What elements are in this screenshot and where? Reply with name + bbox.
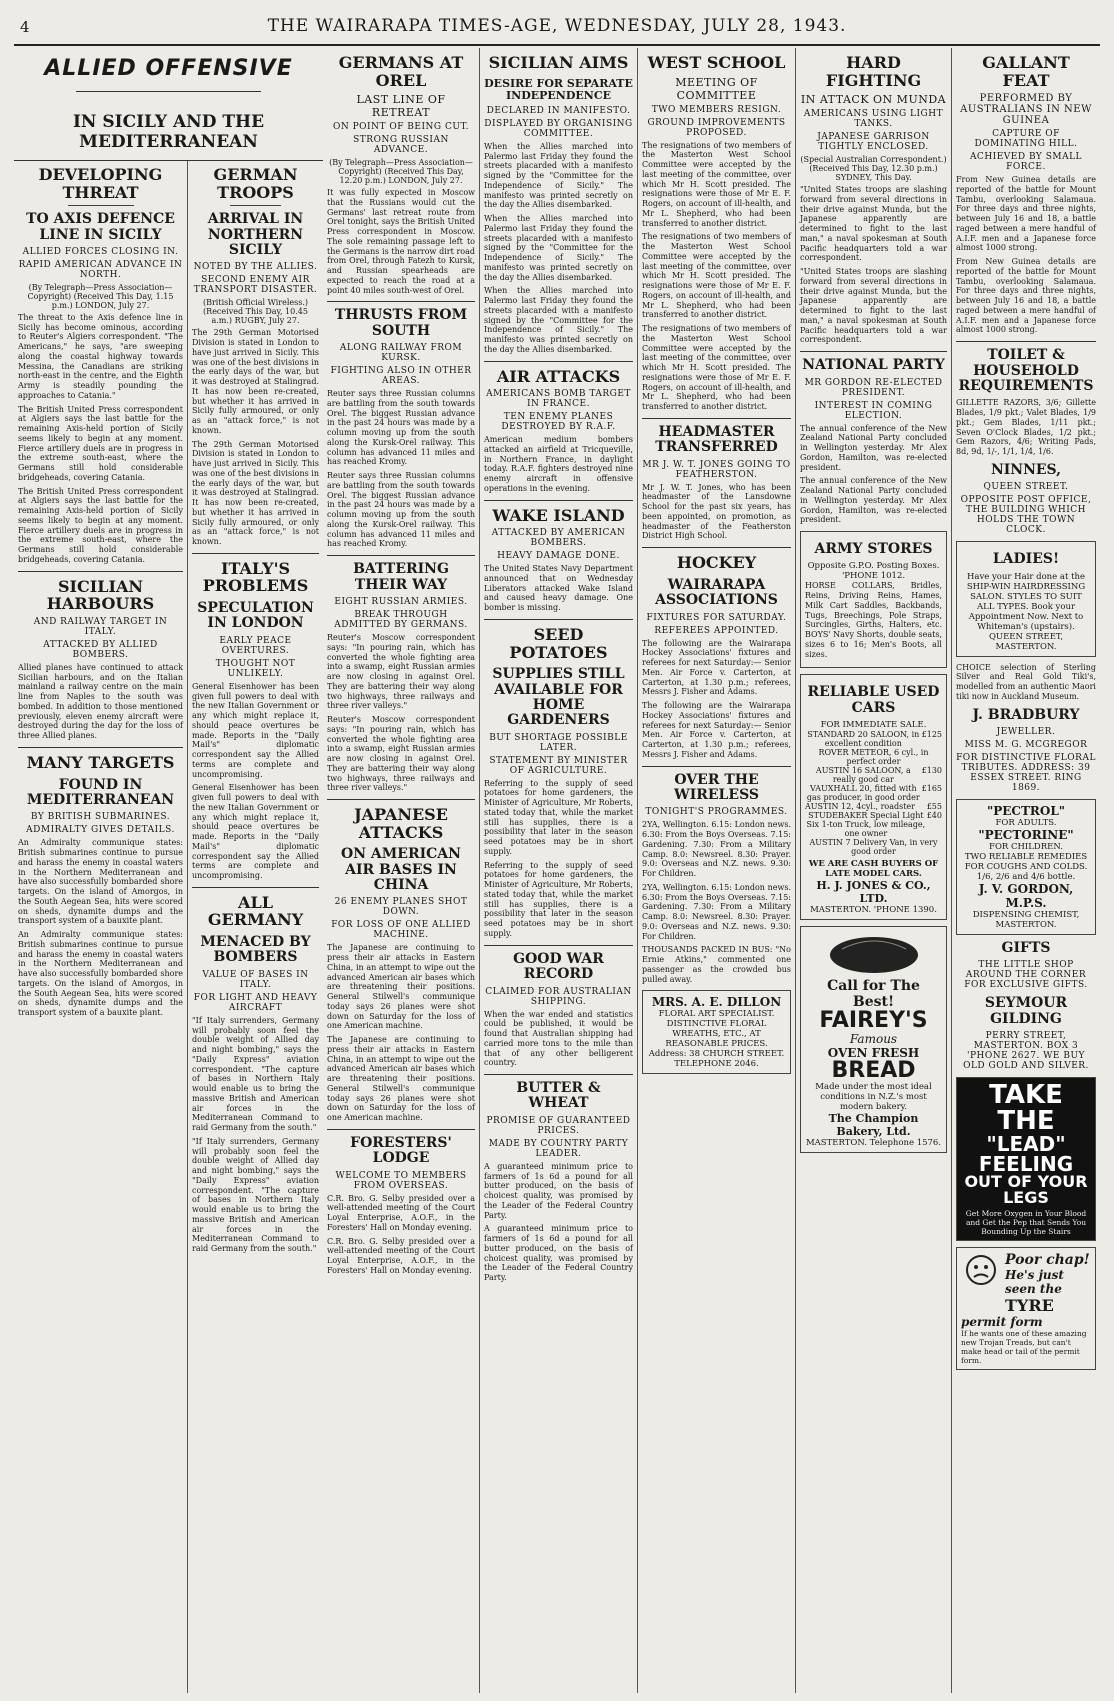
article-body: The resignations of two members of the Masterton West School Committee were accepted by the last meeting of the committee, over which Mr H. Scott presided. The resignations were those of Mr E. F. Rogers, on account of ill-health, and Mr L. Shepherd, who had been transferred to another district. <box>642 232 791 320</box>
article-body: The annual conference of the New Zealand National Party concluded in Wellington yesterday. Mr Alex Gordon, Hamilton, was re-elected president. <box>800 423 947 472</box>
article-body: A guaranteed minimum price to farmers of 1s 6d a pound for all butter produced, on the basis of choicest quality, was promised by the Leader of the Federal Country Party. <box>484 1224 633 1283</box>
article-body: Reuter's Moscow correspondent says: "In pouring rain, which has converted the whole fighting area into a swamp, eight Russian armies are now closing in against Orel. They are battering their way along two highways, three railways and three river valleys." <box>327 633 475 711</box>
article-body: The United States Navy Department announced that on Wednesday Liberators attacked Wake Island and caused heavy damage. One bomber is missing. <box>484 564 633 613</box>
article-body: The Japanese are continuing to press their air attacks in Eastern China, in an attempt to wipe out the advanced American air bases which are threatening their positions. General Stilwell's communique today says 26 planes were shot down on Saturday for the loss of one American machine. <box>327 943 475 1031</box>
article-body: When the Allies marched into Palermo last Friday they found the streets placarded with a manifesto signed by the "Committee for the Independence of Sicily." The manifesto was printed secretly on the day the Allies disembarked. <box>484 141 633 210</box>
advert-company: H. J. JONES & CO., LTD. <box>816 879 931 906</box>
masthead <box>14 10 1100 46</box>
column-4 <box>479 48 637 1693</box>
article-body: From New Guinea details are reported of the battle for Mount Tambu, overlooking Salamaua. For three days and three nights, between July 16 and 18, a battle raged between a mere handful of A.I.F. men and a Japanese force almost 1000 strong. <box>956 257 1096 335</box>
dillon-advert <box>642 990 791 1074</box>
article-body: Referring to the supply of seed potatoes for home gardeners, the Minister of Agriculture, Mr Roberts, stated today that, while the market still has supplies, there is a possibility that later in the season seed potatoes may be in short supply. <box>484 860 633 938</box>
article-sub: SUPPLIES STILL AVAILABLE FOR HOME GARDENERS <box>492 666 625 729</box>
article-sub: BREAK THROUGH ADMITTED BY GERMANS. <box>334 610 468 630</box>
article-body: The Japanese are continuing to press their air attacks in Eastern China, in an attempt to wipe out the advanced American air bases which are threatening their positions. General Stilwell's communique today says 26 planes were shot down on Saturday for the loss of one American machine. <box>327 1035 475 1123</box>
article-sub: FOR LIGHT AND HEAVY AIRCRAFT <box>193 992 318 1013</box>
dateline: (British Official Wireless.) (Received This Day, 10.45 a.m.) RUGBY, July 27. <box>202 298 309 326</box>
article-sub: STRONG RUSSIAN ADVANCE. <box>353 135 449 156</box>
article-body: Allied planes have continued to attack Sicilian harbours, and on the Italian mainland a railway centre on the main line from Naples to the south was bombed. In addition to those mentioned previously, eleven enemy aircraft were destroyed during the day for the loss of three Allied planes. <box>18 662 183 741</box>
article-sub: DECLARED IN MANIFESTO. <box>486 105 631 116</box>
article-sub: WELCOME TO MEMBERS FROM OVERSEAS. <box>335 1170 467 1191</box>
article-body: American medium bombers attacked an airfield at Tricqueville, in Northern France, in daylight today. R.A.F. fighters destroyed nine enemy aircraft in offensive operations in the evening. <box>484 435 633 493</box>
article-body: Mr J. W. T. Jones, who has been headmaster of the Lansdowne School for the past six years, has been appointed, on promotion, as headmaster of the Featherston District High School. <box>642 482 791 541</box>
dateline: (Special Australian Correspondent.) (Received This Day, 12.30 p.m.) SYDNEY, This Day. <box>800 155 947 183</box>
advert-sub: Opposite G.P.O. Posting Boxes. 'PHONE 1012. <box>807 561 940 582</box>
article-head: GOOD WAR RECORD <box>513 950 604 983</box>
article-body: An Admiralty communique states: British submarines continue to pursue and harass the enemy in coastal waters in the Northern Mediterranean and have also successfully bombarded shore targets. On the island of Amorgos, in the South Aegean Sea, hits were scored on sheds, dynamite dumps and the transport system of a bauxite plant. <box>18 838 183 926</box>
loaf-icon <box>824 931 924 975</box>
article-head: DEVELOPING THREAT <box>38 165 163 202</box>
advert-sub: FOR CHILDREN. <box>989 842 1063 853</box>
article-body: The resignations of two members of the Masterton West School Committee were accepted by the last meeting of the committee, over which Mr H. Scott presided. The resignations were those of Mr E. F. Rogers, on account of ill-health, and Mr L. Shepherd, who had been transferred to another district. <box>642 140 791 228</box>
advert-address: MASTERTON. Telephone 1576. <box>805 1138 942 1149</box>
advert-line: DISTINCTIVE FLORAL WREATHS, ETC., AT REASONABLE PRICES. <box>665 1019 768 1050</box>
car-listing: ROVER METEOR, 6 cyl., in perfect order <box>818 748 929 767</box>
article-sub: PROMISE OF GUARANTEED PRICES. <box>486 1115 631 1136</box>
article-body: When the war ended and statistics could be published, it would be found that Australian shipping had carried more tons to the mile than that of any other belligerent country. <box>484 1009 633 1068</box>
advert-body: Have your Hair done at the SHIP-WIN HAIRDRESSING SALON. STYLES TO SUIT ALL TYPES. Book your Appointment Now. Next to Whiteman's (upstairs). QUEEN STREET, MASTERTON. <box>966 571 1086 652</box>
article-sub: ARRIVAL IN NORTHERN SICILY <box>207 211 304 258</box>
article-body: When the Allies marched into Palermo last Friday they found the streets placarded with a manifesto signed by the "Committee for the Independence of Sicily." The manifesto was printed secretly on the day the Allies disembarked. <box>484 286 633 354</box>
article-sub: TWO MEMBERS RESIGN. <box>651 104 782 115</box>
column-2 <box>187 48 323 1693</box>
article-body: The British United Press correspondent at Algiers says the last battle for the remaining Axis-held portion of Sicily seems likely to begin at any moment. Fierce artillery duels are in progress in the extreme south-east, where the Germans still hold considerable bridgeheads, covering Catania. <box>18 486 183 564</box>
advert-line: He's just seen the <box>1005 1268 1064 1297</box>
page-number: 4 <box>20 18 30 36</box>
advert-name: MRS. A. E. DILLON <box>651 995 782 1010</box>
article-head: ITALY'S PROBLEMS <box>202 558 309 596</box>
article-head: THRUSTS FROM SOUTH <box>334 307 468 339</box>
article-sub: DESIRE FOR SEPARATE INDEPENDENCE <box>484 76 633 102</box>
worried-man-icon <box>961 1252 1001 1298</box>
article-head: OVER THE WIRELESS <box>673 771 759 803</box>
column-6 <box>795 48 951 1693</box>
article-sub: WAIRARAPA ASSOCIATIONS <box>655 576 778 609</box>
advert-sub: JEWELLER. <box>996 727 1056 738</box>
column-3 <box>323 48 479 1693</box>
article-sub: TONIGHT'S PROGRAMMES. <box>645 807 788 818</box>
advert-address: MASTERTON. 'PHONE 1390. <box>810 905 937 916</box>
article-head: SICILIAN HARBOURS <box>46 576 155 614</box>
army-stores-advert <box>800 531 947 668</box>
article-sub: PERFORMED BY AUSTRALIANS IN NEW GUINEA <box>960 93 1092 127</box>
banner-headline: ALLIED OFFENSIVE <box>44 56 293 81</box>
advert-line: Poor chap! <box>1005 1252 1090 1269</box>
advert-sub: FOR ADULTS. <box>995 818 1057 829</box>
advert-line: TYRE <box>1005 1296 1054 1316</box>
article-sub: AND RAILWAY TARGET IN ITALY. <box>33 616 168 637</box>
article-body: Reuter's Moscow correspondent says: "In pouring rain, which has converted the whole fighting area into a swamp, eight Russian armies are now closing in against Orel. They are battering their way along two highways, three railways and three river valleys." <box>327 715 475 793</box>
article-head: HARD FIGHTING <box>825 53 922 90</box>
article-sub: ACHIEVED BY SMALL FORCE. <box>969 152 1083 173</box>
article-body: "United States troops are slashing forward from several directions in their drive against Munda, but the Japanese apparently are determined to fight to the last man," a naval spokesman at South Pacific headquarters told a war correspondent. <box>800 185 947 263</box>
article-head: BATTERING THEIR WAY <box>353 561 449 593</box>
article-head: GERMANS AT OREL <box>338 53 464 90</box>
article-sub: ADMIRALTY GIVES DETAILS. <box>26 825 175 836</box>
article-body: The threat to the Axis defence line in Sicily has become ominous, according to Reuter's Algiers correspondent. "The Americans," he says, "are sweeping along the coastal highway towards Messina, the Canadians are striking north-east in the centre, and the Eighth Army is steadily pounding the approaches to Catania." <box>18 312 183 400</box>
article-sub: FIXTURES FOR SATURDAY. <box>646 612 787 623</box>
article-sub: FOR LOSS OF ONE ALLIED MACHINE. <box>331 920 471 941</box>
car-listing: AUSTIN 12, 4cyl., roadster £55 <box>805 802 942 812</box>
advert-line: permit form <box>961 1315 1043 1330</box>
article-sub: RAPID AMERICAN ADVANCE IN NORTH. <box>18 259 183 280</box>
advert-sub: FOR DISTINCTIVE FLORAL TRIBUTES. ADDRESS: 39 ESSEX STREET. RING 1869. <box>956 753 1096 794</box>
article-head: BUTTER & WHEAT <box>516 1080 601 1112</box>
column-5 <box>637 48 795 1693</box>
article-sub: FIGHTING ALSO IN OTHER AREAS. <box>330 366 472 387</box>
article-body: An Admiralty communique states: British submarines continue to pursue and harass the enemy in coastal waters in the Northern Mediterranean and have also successfully bombarded shore targets. On the island of Amorgos, in the South Aegean Sea, hits were scored on sheds, dynamite dumps and the transport system of a bauxite plant. <box>18 930 183 1018</box>
column-7 <box>951 48 1100 1693</box>
car-listing: VAUXHALL 20, fitted with gas producer, in good order £165 <box>806 784 942 803</box>
advert-name: J. BRADBURY <box>972 706 1080 723</box>
article-sub: VALUE OF BASES IN ITALY. <box>202 969 309 990</box>
advert-head: LADIES! <box>992 551 1060 568</box>
article-sub: NOTED BY THE ALLIES. <box>193 262 318 273</box>
article-body: 2YA, Wellington. 6.15: London news. 6.30: From the Boys Overseas. 7.15: Gardening. 7.30: From a Military Camp. 8.0: Newsreel. 8.30: Prayer. 9.0: Overseas and N.Z. news. 9.30: For Children. <box>642 820 791 879</box>
advert-line: Call for The Best! <box>827 978 920 1011</box>
article-body: The annual conference of the New Zealand National Party concluded in Wellington yesterday. Mr Alex Gordon, Hamilton, was re-elected president. <box>800 476 947 525</box>
advert-head: GIFTS <box>1001 940 1051 957</box>
advert-line: OUT OF YOUR LEGS <box>964 1172 1088 1208</box>
article-body: A guaranteed minimum price to farmers of 1s 6d a pound for all butter produced, on the basis of choicest quality, was promised by the Leader of the Federal Country Party. <box>484 1161 633 1220</box>
advert-body: HORSE COLLARS, Bridles, Reins, Driving Reins, Hames, Milk Cart Saddles, Backbands, Tugs, Breechings, Pole Straps, Surcingles, Girths, Halters, etc. BOYS' Navy Shorts, double seats, sizes 6 to 16; Men's Boots, all sizes. <box>805 581 942 659</box>
advert-name: SEYMOUR GILDING <box>984 995 1068 1027</box>
article-sub: HEAVY DAMAGE DONE. <box>497 551 620 562</box>
article-sub: EARLY PEACE OVERTURES. <box>219 635 292 656</box>
advert-product: BREAD <box>831 1058 916 1084</box>
article-body: General Eisenhower has been given full powers to deal with the new Italian Government or any which might replace it, should peace overtures be made. Reports in the "Daily Mail's" diplomatic correspondent say the Allied terms are complete and uncompromising. <box>192 681 319 779</box>
article-body: "If Italy surrenders, Germany will probably soon feel the double weight of Allied day and night bombing," says the "Daily Express" aviation correspondent. "The capture of bases in Northern Italy would enable us to bring the massive British and American air forces in the Mediterranean Command to raid Germany from the south." <box>192 1015 319 1133</box>
article-sub: MENACED BY BOMBERS <box>200 934 311 966</box>
advert-head: TOILET & HOUSEHOLD REQUIREMENTS <box>958 347 1094 394</box>
article-body: From New Guinea details are reported of the battle for Mount Tambu, overlooking Salamaua. For three days and three nights, between July 16 and 18, a battle raged between a mere handful of A.I.F. men and a Japanese force almost 1000 strong. <box>956 175 1096 253</box>
article-sub: STATEMENT BY MINISTER OF AGRICULTURE. <box>489 755 628 776</box>
advert-address: QUEEN STREET. <box>983 482 1069 493</box>
article-sub: JAPANESE GARRISON TIGHTLY ENCLOSED. <box>817 132 930 153</box>
take-the-lead-advert <box>956 1077 1096 1241</box>
article-sub: THOUGHT NOT UNLIKELY. <box>215 658 296 679</box>
advert-line: FLORAL ART SPECIALIST. <box>658 1009 775 1020</box>
dateline: (By Telegraph—Press Association—Copyright) (Received This Day, 1.15 p.m.) LONDON, July 27. <box>27 282 174 310</box>
advert-name: MISS M. G. MCGREGOR <box>964 740 1088 751</box>
article-sub: 26 ENEMY PLANES SHOT DOWN. <box>334 897 468 918</box>
advert-sub: FOR IMMEDIATE SALE. <box>820 720 927 731</box>
article-sub: MR J. W. T. JONES GOING TO FEATHERSTON. <box>642 459 791 480</box>
ladies-advert <box>956 541 1096 656</box>
article-sub: ON AMERICAN AIR BASES IN CHINA <box>341 846 461 893</box>
article-sub: MEETING OF COMMITTEE <box>675 75 758 102</box>
article-sub: GROUND IMPROVEMENTS PROPOSED. <box>647 117 786 138</box>
article-sub: SPECULATION IN LONDON <box>197 600 314 632</box>
article-head: NATIONAL PARTY <box>802 357 945 374</box>
article-body: It was fully expected in Moscow that the Russians would cut the Germans' last retreat route from Orel tonight, says the British United Press correspondent in Moscow. The sole remaining passage left to the Germans is the narrow dirt road from Orel, through Fatezh to Kursk, and Russian spearheads are expected to reach the road at a point 40 miles south-west of Orel. <box>327 188 475 295</box>
article-sub: BY BRITISH SUBMARINES. <box>30 812 171 823</box>
article-sub: TEN ENEMY PLANES DESTROYED BY R.A.F. <box>501 412 616 433</box>
advert-head: RELIABLE USED CARS <box>807 684 940 716</box>
article-sub: CAPTURE OF DOMINATING HILL. <box>974 129 1078 150</box>
advert-cash: WE ARE CASH BUYERS OF LATE MODEL CARS. <box>808 859 939 880</box>
article-sub: SECOND ENEMY AIR TRANSPORT DISASTER. <box>193 275 318 296</box>
tyre-advert <box>956 1247 1096 1370</box>
article-body: Referring to the supply of seed potatoes for home gardeners, the Minister of Agriculture, Mr Roberts, stated today that, while the market still has supplies, there is a possibility that later in the season seed potatoes may be in short supply. <box>484 778 633 856</box>
advert-brand: FAIREY'S <box>819 1008 928 1034</box>
article-head: SICILIAN AIMS <box>488 53 629 72</box>
advert-line: "LEAD" FEELING <box>978 1132 1074 1177</box>
article-body: The following are the Wairarapa Hockey Associations' fixtures and referees for next Saturday:— Senior Men. Air Force v. Carterton, at Carterton, at 1.30 p.m.; referees, Messrs J. Fisher and Adams. <box>642 701 791 759</box>
article-sub: ATTACKED BY ALLIED BOMBERS. <box>43 639 158 660</box>
article-body: Reuter says three Russian columns are battling from the south towards Orel. The biggest Russian advance in the past 24 hours was made by a column moving up from the south along the Kursk-Orel railway. This column has advanced 11 miles and has reached Kromy. <box>327 471 475 549</box>
article-body: When the Allies marched into Palermo last Friday they found the streets placarded with a manifesto signed by the "Committee for the Independence of Sicily." The manifesto was printed secretly on the day the Allies disembarked. <box>484 214 633 282</box>
article-sub: TO AXIS DEFENCE LINE IN SICILY <box>26 211 175 243</box>
advert-line: Address: 38 CHURCH STREET. <box>648 1049 785 1060</box>
used-cars-advert <box>800 674 947 920</box>
car-listing: AUSTIN 16 SALOON, a really good car £130 <box>815 766 942 785</box>
dateline: (By Telegraph—Press Association—Copyright) (Received This Day, 12.20 p.m.) LONDON, July 27. <box>329 158 473 186</box>
article-body: The 29th German Motorised Division is stated in London to have just arrived in Sicily. This was one of the best divisions in the early days of the war, but it was destroyed at Stalingrad. It has now been re-created, but whether it has arrived in Sicily fully armoured, or only as an "attack force," is not known. <box>192 328 319 435</box>
advert-line: Made under the most ideal conditions in N.Z.'s most modern bakery. <box>815 1082 932 1113</box>
article-head: ALL GERMANY <box>207 892 304 930</box>
advert-sub: THE LITTLE SHOP AROUND THE CORNER FOR EXCLUSIVE GIFTS. <box>964 960 1088 991</box>
article-body: General Eisenhower has been given full powers to deal with the new Italian Government or any which might replace it, should peace overtures be made. Reports in the "Daily Mail's" diplomatic correspondent say the Allied terms are complete and uncompromising. <box>192 783 319 881</box>
article-head: JAPANESE ATTACKS <box>354 805 448 842</box>
article-head: MANY TARGETS <box>26 752 175 772</box>
remedies-advert <box>956 799 1096 935</box>
bread-advert <box>800 926 947 1153</box>
advert-line: OVEN FRESH <box>827 1046 920 1061</box>
advert-line: TAKE THE <box>989 1080 1063 1137</box>
article-head: AIR ATTACKS <box>496 366 621 386</box>
article-body: "United States troops are slashing forward from several directions in their drive against Munda, but the Japanese apparently are determined to fight to the last man," a naval spokesman at South Pacific headquarters told a war correspondent. <box>800 267 947 345</box>
article-body: THOUSANDS PACKED IN BUS: "No Ernie Atkins," commented one passenger as the crowded bus pulled away. <box>642 945 791 984</box>
article-body: The resignations of two members of the Masterton West School Committee were accepted by the last meeting of the committee, over which Mr H. Scott presided. The resignations were those of Mr E. F. Rogers, on account of ill-health, and Mr L. Shepherd, who had been transferred to another district. <box>642 324 791 412</box>
article-head: WAKE ISLAND <box>492 505 625 525</box>
advert-body: If he wants one of these amazing new Trojan Treads, but can't make head or tail of the permit form. <box>961 1329 1087 1366</box>
advert-body: CHOICE selection of Sterling Silver and Real Gold Tiki's, modelled from an authentic Maori tiki now in Auckland Museum. <box>956 662 1096 701</box>
article-sub: DISPLAYED BY ORGANISING COMMITTEE. <box>484 118 633 139</box>
newspaper-title: THE WAIRARAPA TIMES-AGE, WEDNESDAY, JULY 28, 1943. <box>267 16 847 36</box>
article-body: "If Italy surrenders, Germany will probably soon feel the double weight of Allied day and night bombing," says the "Daily Express" aviation correspondent. "The capture of bases in Northern Italy would enable us to bring the massive British and American air forces in the Mediterranean Command to raid Germany from the south." <box>192 1136 319 1254</box>
advert-line: TELEPHONE 2046. <box>674 1059 759 1070</box>
article-sub: ATTACKED BY AMERICAN BOMBERS. <box>491 528 626 549</box>
article-body: C.R. Bro. G. Selby presided over a well-attended meeting of the Court Loyal Enterprise, A.O.F., in the Foresters' Hall on Monday evening. <box>327 1236 475 1275</box>
advert-sub: DISPENSING CHEMIST, MASTERTON. <box>972 910 1080 931</box>
advert-sub: TWO RELIABLE REMEDIES <box>964 852 1088 863</box>
article-sub: MR GORDON RE-ELECTED PRESIDENT. <box>804 377 943 398</box>
article-sub: REFEREES APPOINTED. <box>654 625 779 636</box>
advert-head: ARMY STORES <box>814 541 933 558</box>
article-head: FORESTERS' LODGE <box>350 1134 452 1167</box>
article-sub: AMERICANS USING LIGHT TANKS. <box>803 109 944 130</box>
article-sub: ON POINT OF BEING CUT. <box>332 122 469 133</box>
article-body: C.R. Bro. G. Selby presided over a well-attended meeting of the Court Loyal Enterprise, A.O.F., in the Foresters' Hall on Monday evening. <box>327 1193 475 1232</box>
article-sub: CLAIMED FOR AUSTRALIAN SHIPPING. <box>485 986 632 1007</box>
article-body: The British United Press correspondent at Algiers says the last battle for the remaining Axis-held portion of Sicily seems likely to begin at any moment. Fierce artillery duels are in progress in the extreme south-east, where the Germans still hold considerable bridgeheads, covering Catania. <box>18 404 183 482</box>
article-sub: AMERICANS BOMB TARGET IN FRANCE. <box>486 389 631 410</box>
article-head: HEADMASTER TRANSFERRED <box>655 423 778 456</box>
advert-sub: PERRY STREET, MASTERTON. BOX 3 'PHONE 2627. WE BUY OLD GOLD AND SILVER. <box>963 1031 1089 1072</box>
article-sub: BUT SHORTAGE POSSIBLE LATER. <box>489 732 628 753</box>
car-listing: AUSTIN 7 Delivery Van, in very good order <box>809 838 938 857</box>
article-head: WEST SCHOOL <box>647 53 786 72</box>
lead-headline: IN SICILY AND THE MEDITERRANEAN <box>72 112 265 152</box>
article-head: GALLANT FEAT <box>982 53 1070 90</box>
article-head: SEED POTATOES <box>509 624 608 662</box>
advert-product: "PECTORINE" <box>978 828 1074 843</box>
article-body: 2YA, Wellington. 6.15: London news. 6.30: From the Boys Overseas. 7.15: Gardening. 7.30: From a Military Camp. 8.0: Newsreel. 8.30: Prayer. 9.0: Overseas and N.Z. news. 9.30: For Children. <box>642 882 791 941</box>
car-listing: STANDARD 20 SALOON, in excellent condition £125 <box>807 730 942 749</box>
article-body: The 29th German Motorised Division is stated in London to have just arrived in Sicily. This was one of the best divisions in the early days of the war, but it was destroyed at Stalingrad. It has now been re-created, but whether it has arrived in Sicily fully armoured, or only as an "attack force," is not known. <box>192 439 319 547</box>
advert-name: J. V. GORDON, M.P.S. <box>978 882 1074 911</box>
advert-sub: FOR COUGHS AND COLDS. 1/6, 2/6 and 4/6 bottle. <box>964 862 1088 883</box>
advert-name: NINNES, <box>990 461 1062 478</box>
advert-body: GILLETTE RAZORS, 3/6; Gillette Blades, 1/9 pkt.; Valet Blades, 1/9 pkt.; Gem Blades, 1/11 pkt.; Seven O'Clock Blades, 1/2 pkt.; Gem Razors, 4/6; Writing Pads, 8d, 9d, 1/-, 1/1, 1/4, 1/6. <box>956 398 1096 457</box>
article-body: Reuter says three Russian columns are battling from the south towards Orel. The biggest Russian advance in the past 24 hours was made by a column moving up from the south along the Kursk-Orel railway. This column has advanced 11 miles and has reached Kromy. <box>327 389 475 467</box>
column-1 <box>14 48 187 1693</box>
article-sub: ALONG RAILWAY FROM KURSK. <box>339 343 463 364</box>
advert-body: Get More Oxygen in Your Blood and Get the Pep that Sends You Bounding Up the Stairs <box>965 1209 1087 1237</box>
article-head: GERMAN TROOPS <box>213 165 298 202</box>
article-sub: LAST LINE OF RETREAT <box>356 93 446 120</box>
article-sub: MADE BY COUNTRY PARTY LEADER. <box>488 1138 629 1159</box>
article-sub: FOUND IN MEDITERRANEAN <box>26 776 175 808</box>
lead-banner <box>14 48 323 161</box>
car-listing: STUDEBAKER Special Light Six 1-ton Truck, low mileage, one owner £40 <box>806 811 942 839</box>
advert-company: The Champion Bakery, Ltd. <box>828 1112 919 1139</box>
article-head: HOCKEY <box>676 553 757 573</box>
advert-product: "PECTROL" <box>986 804 1066 819</box>
article-sub: ALLIED FORCES CLOSING IN. <box>22 246 179 257</box>
article-body: The following are the Wairarapa Hockey Associations' fixtures and referees for next Saturday:— Senior Men. Air Force v. Carterton, at Carterton, at 1.30 p.m.; referees, Messrs J. Fisher and Adams. <box>642 638 791 697</box>
article-sub: EIGHT RUSSIAN ARMIES. <box>334 597 468 607</box>
article-sub: IN ATTACK ON MUNDA <box>800 93 947 107</box>
advert-line: Famous <box>849 1032 898 1047</box>
advert-sub: OPPOSITE POST OFFICE, THE BUILDING WHICH HOLDS THE TOWN CLOCK. <box>960 495 1092 536</box>
article-sub: INTEREST IN COMING ELECTION. <box>814 400 933 421</box>
